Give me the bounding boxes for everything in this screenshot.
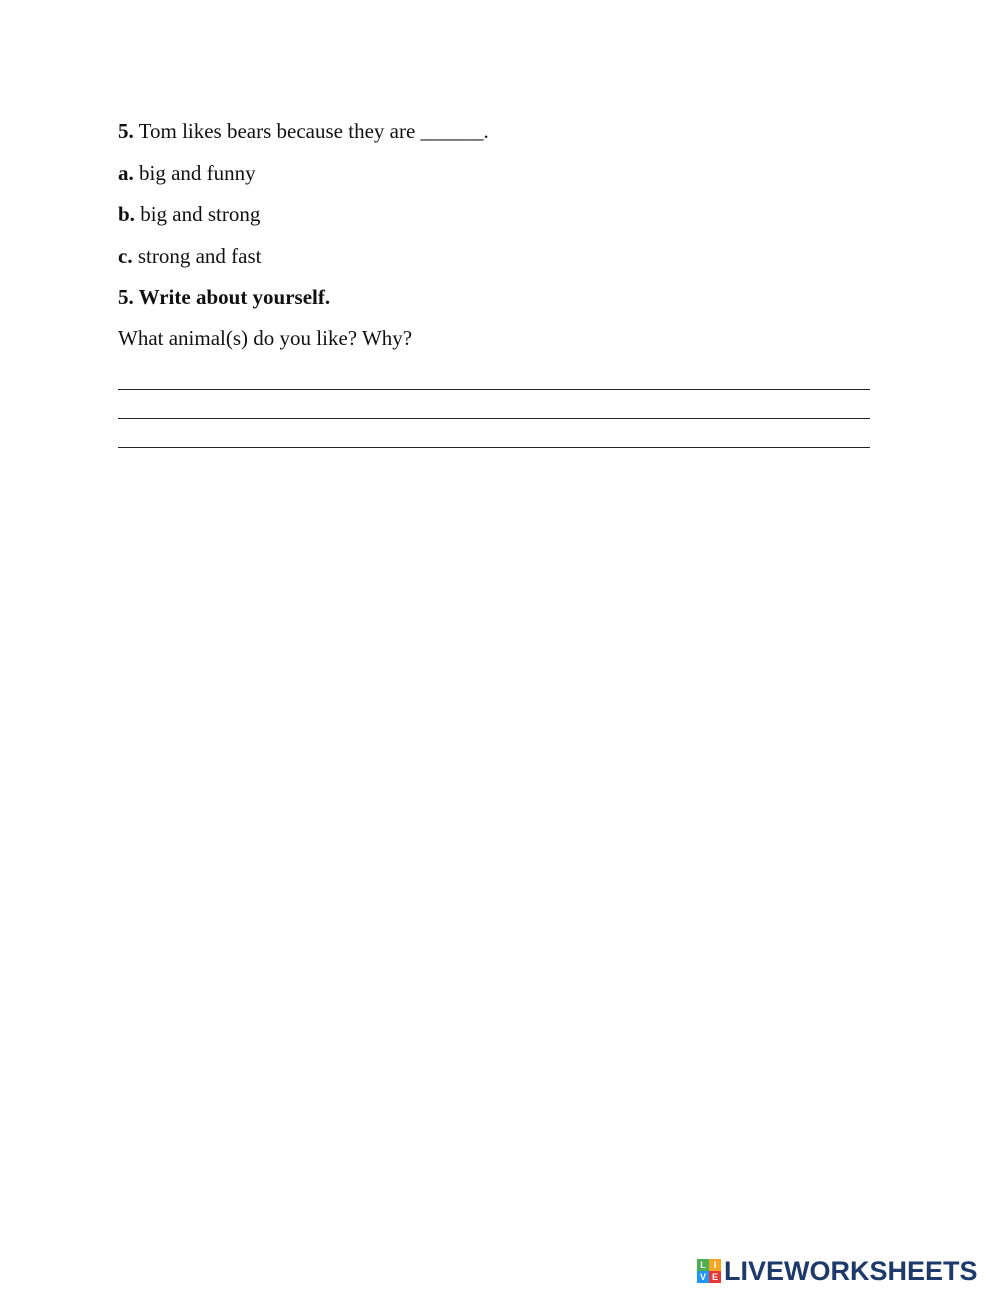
option-text: big and strong [134,202,261,226]
logo-letter-v: V [697,1271,709,1283]
option-a[interactable] [118,160,256,186]
answer-line-2[interactable] [118,418,870,419]
answer-line-3[interactable] [118,447,870,448]
option-text: strong and fast [132,244,262,268]
logo-letter-i: I [709,1259,721,1271]
section-prompt: What animal(s) do you like? Why? [118,326,413,350]
option-b[interactable] [118,201,260,227]
option-c[interactable] [118,243,261,269]
logo-letter-l: L [697,1259,709,1271]
liveworksheets-logo [697,1257,978,1285]
liveworksheets-logo-icon [697,1259,721,1283]
option-letter: c. [118,244,133,268]
liveworksheets-wordmark: LIVEWORKSHEETS [724,1256,978,1286]
section-heading: 5. Write about yourself. [118,285,331,309]
question-5 [118,118,489,144]
question-text: Tom likes bears because they are ______. [133,119,489,143]
logo-letter-e: E [709,1271,721,1283]
option-text: big and funny [133,161,256,185]
question-number: 5. [118,119,134,143]
option-letter: b. [118,202,135,226]
answer-line-1[interactable] [118,389,870,390]
option-letter: a. [118,161,134,185]
